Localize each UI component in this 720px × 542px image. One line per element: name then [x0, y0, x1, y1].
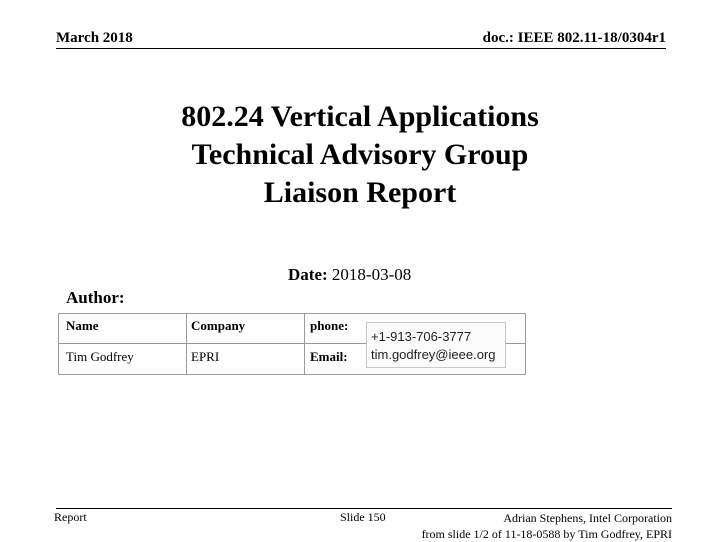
date-value: 2018-03-08: [331, 265, 412, 284]
title-line-3: Liaison Report: [263, 176, 457, 209]
title-line-2: Technical Advisory Group: [191, 138, 529, 171]
slide-number: Slide 150: [340, 510, 386, 524]
table-cell-email-label: Email:: [310, 349, 348, 364]
title-line-1: 802.24 Vertical Applications: [181, 100, 539, 133]
author-label: Author:: [66, 288, 125, 307]
footer-divider: [56, 508, 672, 509]
table-header-name: Name: [66, 318, 99, 333]
footer-left: Report: [54, 510, 87, 524]
contact-phone: +1-913-706-3777: [371, 329, 472, 344]
date-line: [288, 265, 411, 285]
footer-source: from slide 1/2 of 11-18-0588 by Tim Godfrey, EPRI: [421, 527, 672, 541]
header-date: March 2018: [56, 30, 133, 46]
table-divider: [304, 314, 305, 374]
table-cell-company: EPRI: [191, 349, 220, 364]
table-divider: [186, 314, 187, 374]
contact-details-image: [366, 322, 506, 368]
table-header-phone: phone:: [310, 318, 349, 333]
header-divider: [56, 48, 666, 49]
contact-email: tim.godfrey@ieee.org: [371, 347, 496, 362]
date-label: Date:: [288, 265, 328, 284]
table-cell-name: Tim Godfrey: [66, 349, 134, 364]
author-table: [58, 313, 526, 375]
footer-right: [422, 510, 672, 542]
footer-author: Adrian Stephens, Intel Corporation: [503, 511, 672, 525]
slide-title: [0, 98, 720, 212]
header-doc-id: doc.: IEEE 802.11-18/0304r1: [482, 30, 666, 46]
table-header-company: Company: [191, 318, 246, 333]
